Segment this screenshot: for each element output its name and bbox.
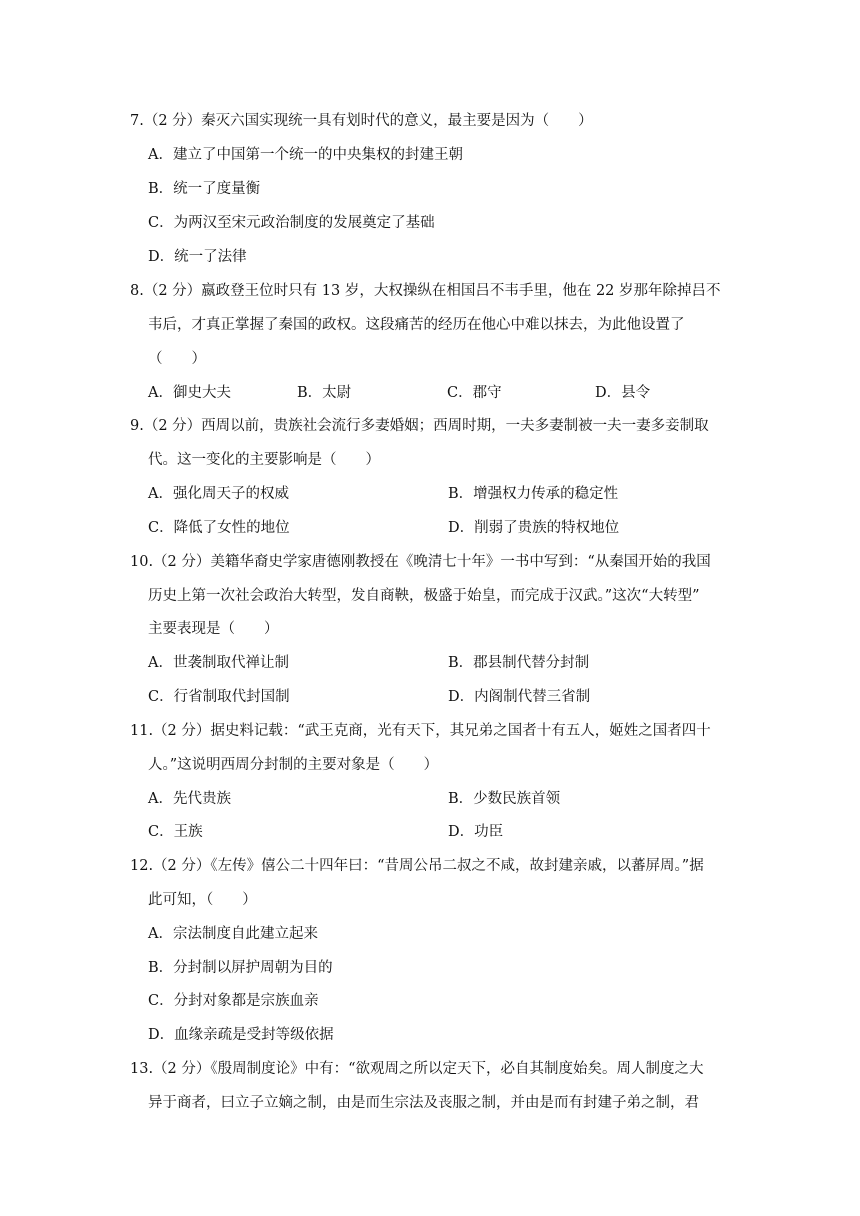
question-10-option-c[interactable]: C．行省制取代封国制 bbox=[148, 689, 290, 705]
question-10-stem-line-3: 主要表现是（ ） bbox=[148, 621, 279, 637]
question-12-option-a[interactable]: A．宗法制度自此建立起来 bbox=[148, 926, 318, 942]
question-7-option-d[interactable]: D．统一了法律 bbox=[148, 249, 247, 265]
question-8-option-b[interactable]: B．太尉 bbox=[297, 385, 352, 401]
question-10-stem-line-2: 历史上第一次社会政治大转型，发自商鞅，极盛于始皇，而完成于汉武。”这次“大转型” bbox=[148, 588, 700, 604]
question-12-option-b[interactable]: B．分封制以屏护周朝为目的 bbox=[148, 960, 333, 976]
question-10-option-d[interactable]: D．内阁制代替三省制 bbox=[448, 689, 591, 705]
question-8-stem-line-1: 8.（2 分）嬴政登王位时只有 13 岁，大权操纵在相国吕不韦手里，他在 22 岁那年除掉吕不 bbox=[130, 283, 721, 299]
question-11-option-d[interactable]: D．功臣 bbox=[448, 824, 504, 840]
question-8-option-d[interactable]: D．县令 bbox=[595, 385, 651, 401]
question-11-option-a[interactable]: A．先代贵族 bbox=[148, 791, 231, 807]
question-12-stem-line-1: 12.（2 分）《左传》僖公二十四年曰：“昔周公吊二叔之不咸，故封建亲戚，以蕃屏周。”据 bbox=[130, 858, 704, 874]
question-7-option-a[interactable]: A．建立了中国第一个统一的中央集权的封建王朝 bbox=[148, 147, 463, 163]
question-11-option-c[interactable]: C．王族 bbox=[148, 824, 203, 840]
question-10-option-a[interactable]: A．世袭制取代禅让制 bbox=[148, 655, 289, 671]
question-11-stem-line-2: 人。”这说明西周分封制的主要对象是（ ） bbox=[148, 757, 439, 773]
question-9-stem-line-2: 代。这一变化的主要影响是（ ） bbox=[148, 452, 380, 468]
question-9-option-a[interactable]: A．强化周天子的权威 bbox=[148, 486, 289, 502]
question-10-option-b[interactable]: B．郡县制代替分封制 bbox=[448, 655, 590, 671]
question-13-stem-line-1: 13.（2 分）《殷周制度论》中有：“欲观周之所以定天下，必自其制度始矣。周人制度之大 bbox=[130, 1061, 704, 1077]
question-8-stem-line-2: 韦后，才真正掌握了秦国的政权。这段痛苦的经历在他心中难以抹去，为此他设置了 bbox=[148, 317, 685, 333]
question-7-option-c[interactable]: C．为两汉至宋元政治制度的发展奠定了基础 bbox=[148, 215, 435, 231]
question-7-option-b[interactable]: B．统一了度量衡 bbox=[148, 181, 261, 197]
question-8-stem-line-3: （ ） bbox=[148, 351, 206, 367]
question-8-option-c[interactable]: C．郡守 bbox=[447, 385, 502, 401]
question-7-stem-line-1: 7.（2 分）秦灭六国实现统一具有划时代的意义，最主要是因为（ ） bbox=[130, 113, 593, 129]
question-9-stem-line-1: 9.（2 分）西周以前，贵族社会流行多妻婚姻；西周时期，一夫多妻制被一夫一妻多妾制取 bbox=[130, 418, 709, 434]
question-11-stem-line-1: 11.（2 分）据史料记载：“武王克商，光有天下，其兄弟之国者十有五人，姬姓之国者四十 bbox=[130, 723, 711, 739]
question-12-option-c[interactable]: C．分封对象都是宗族血亲 bbox=[148, 993, 319, 1009]
question-11-option-b[interactable]: B．少数民族首领 bbox=[448, 791, 561, 807]
question-9-option-d[interactable]: D．削弱了贵族的特权地位 bbox=[448, 520, 620, 536]
question-12-option-d[interactable]: D．血缘亲疏是受封等级依据 bbox=[148, 1027, 334, 1043]
question-9-option-c[interactable]: C．降低了女性的地位 bbox=[148, 520, 290, 536]
question-13-stem-line-2: 异于商者，曰立子立嫡之制，由是而生宗法及丧服之制，并由是而有封建子弟之制，君 bbox=[148, 1095, 699, 1111]
question-12-stem-line-2: 此可知，（ ） bbox=[148, 892, 257, 908]
question-10-stem-line-1: 10.（2 分）美籍华裔史学家唐德刚教授在《晚清七十年》一书中写到：“从秦国开始的我国 bbox=[130, 554, 711, 570]
question-8-option-a[interactable]: A．御史大夫 bbox=[148, 385, 231, 401]
question-9-option-b[interactable]: B．增强权力传承的稳定性 bbox=[448, 486, 619, 502]
